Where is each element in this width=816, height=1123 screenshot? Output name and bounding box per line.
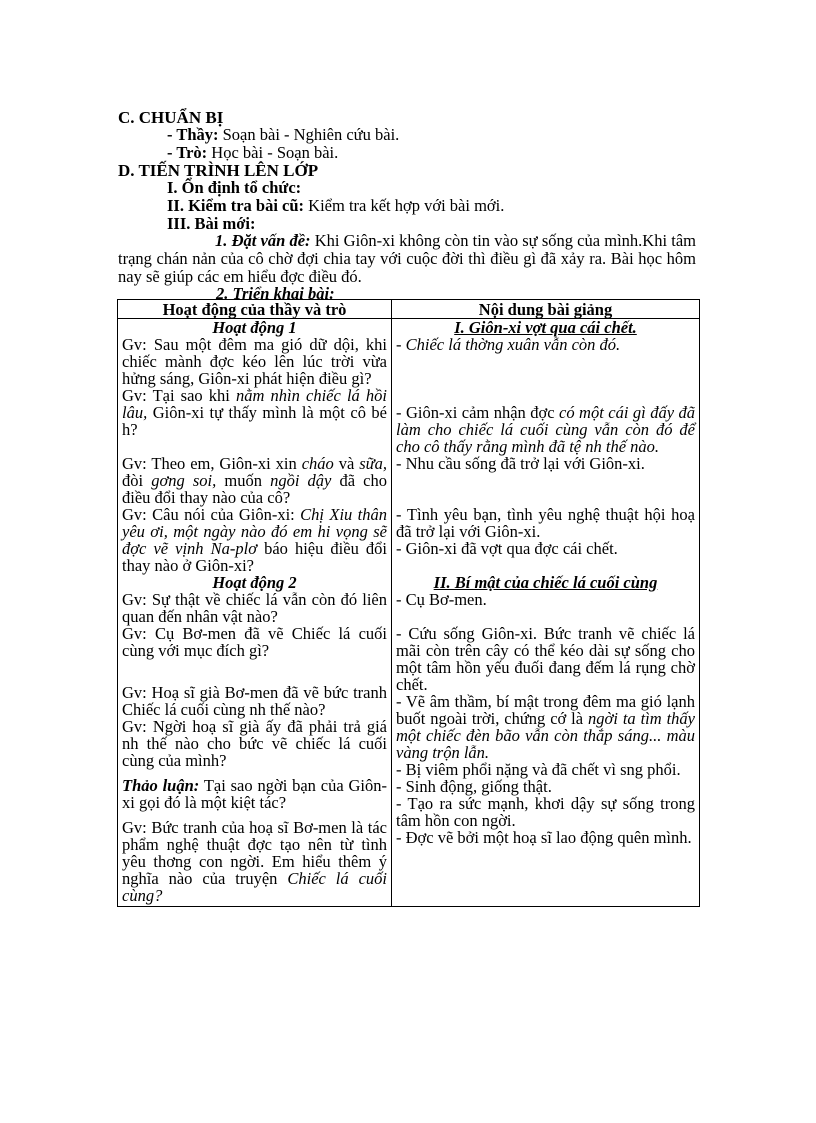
section-2-heading: II. Bí mật của chiếc lá cuối cùng [433,573,658,592]
a2-text: - Giôn-xi cảm nhận đợc [396,403,560,422]
answer-6: - Cứu sống Giôn-xi. Bức tranh vẽ chiếc lá mãi còn trên cây có thể kéo dài sự sống cho một tâm hồn yếu đuối đang đếm lá rụng chờ chết. [396,624,695,694]
question-9 [122,777,387,811]
q3-part-f: gơng soi, [151,471,217,490]
question-2 [122,387,387,438]
question-7: Gv: Hoạ sĩ già Bơ-men đã vẽ bức tranh Chiếc lá cuối cùng nh thế nào? [122,683,387,719]
deploy-heading: 2. Triển khai bài: [216,284,335,303]
answer-7 [396,693,695,761]
q3-part-i: đã cho điều đổi thay nào của cô? [122,471,387,507]
question-3 [122,455,387,506]
answer-4b: - Giôn-xi đã vợt qua đợc cái chết. [396,539,618,558]
step-3: III. Bài mới: [167,214,256,233]
section-1-heading: I. Giôn-xi vợt qua cái chết. [454,318,637,337]
content-column [392,319,700,907]
answer-9a: - Sinh động, giống thật. [396,777,552,796]
answer-9b: - Tạo ra sức mạnh, khơi dậy sự sống trong tâm hồn con ngời. [396,794,695,830]
teacher-label: - Thầy: [167,125,219,144]
answer-8: - Bị viêm phổi nặng và đã chết vì sng phổi. [396,760,681,779]
section-c-title: C. CHUẨN BỊ [118,108,224,127]
q3-part-g: muốn [216,471,271,490]
discussion-label: Thảo luận: [122,776,200,795]
activity-2-heading: Hoạt động 2 [212,573,297,592]
intro-text: Khi Giôn-xi không còn tin vào sự sống của mình.Khi tâm trạng chán nản của cô chờ đợi chia tay với cuộc đời thì điều gì đã xảy ra. Bài học hôm nay sẽ giúp các em hiểu đợc điều đó. [118,231,696,286]
table-body-row [118,319,700,907]
q2-end: Giôn-xi tự thấy mình là một cô bé h? [122,403,387,439]
answer-4a: - Tình yêu bạn, tình yêu nghệ thuật hội hoạ đã trở lại với Giôn-xi. [396,505,695,541]
section-d-title: D. TIẾN TRÌNH LÊN LỚP [118,161,319,180]
header-activities: Hoạt động của thầy và trò [118,300,392,319]
q2-italic: nằm nhìn chiếc lá hồi lâu, [122,386,387,422]
table-header-row [118,300,700,319]
intro-paragraph [118,232,696,286]
q10-text: Gv: Bức tranh của hoạ sĩ Bơ-men là tác phẩm nghệ thuật đợc tạo nên từ tình yêu thơng con ngời. Em hiểu thêm ý nghĩa nào của truyện [122,818,387,888]
q3-part-a: Gv: Theo em, Giôn-xi xin [122,454,302,473]
a7-italic: ngời ta tìm thấy một chiếc đèn bão vẫn còn thắp sáng... màu vàng trộn lẫn. [396,709,695,762]
q3-part-h: ngồi dậy [270,471,332,490]
q3-part-e: đòi [122,471,152,490]
intro-label: 1. Đặt vấn đề: [215,231,311,250]
q4-part-a: Gv: Câu nói của Giôn-xi: [122,505,301,524]
a2-italic: có một cái gì đấy đã làm cho chiếc lá cuối cùng vẫn còn đó để cho cô thấy rằng mình đã tệ nh thế nào. [396,403,695,456]
question-6: Gv: Cụ Bơ-men đã vẽ Chiếc lá cuối cùng với mục đích gì? [122,624,387,660]
q3-part-b: cháo [301,454,334,473]
q2-part: Gv: Tại sao khi [122,386,237,405]
question-10 [122,819,387,906]
question-8: Gv: Ngời hoạ sĩ già ấy đã phải trả giá nh thế nào cho bức vẽ chiếc lá cuối cùng của mình? [122,717,387,770]
teacher-text: Soạn bài - Nghiên cứu bài. [218,125,400,144]
header-content: Nội dung bài giảng [392,300,700,319]
q9-text: Tại sao ngời bạn của Giôn-xi gọi đó là một kiệt tác? [122,776,387,812]
a7-text: - Vẽ âm thầm, bí mật trong đêm ma gió lạnh buốt ngoài trời, chứng cớ là [396,692,695,728]
q4-part-c: báo hiệu điều đổi thay nào ở Giôn-xi? [122,539,387,575]
step-1: I. Ổn định tổ chức: [167,178,302,197]
answer-5: - Cụ Bơ-men. [396,590,487,609]
step-2 [167,196,504,215]
teacher-prep [167,125,399,144]
q10-title: Chiếc lá cuối cùng? [122,869,387,905]
q4-quote: Chị Xiu thân yêu ơi, một ngày nào đó em hi vọng sẽ đợc vẽ vịnh Na-plơ [122,505,387,558]
answer-1: - Chiếc lá thờng xuân vẫn còn đó. [396,335,621,354]
answer-3: - Nhu cầu sống đã trở lại với Giôn-xi. [396,454,645,473]
activities-column [118,319,392,907]
lesson-table [117,299,700,907]
question-4 [122,506,387,574]
step-2-label: II. Kiểm tra bài cũ: [167,196,305,215]
question-5: Gv: Sự thật về chiếc lá vẫn còn đó liên quan đến nhân vật nào? [122,590,387,626]
question-1: Gv: Sau một đêm ma gió dữ dội, khi chiếc mành đợc kéo lên lúc trời vừa hửng sáng, Giôn-xi phát hiện điều gì? [122,335,387,388]
answer-9c: - Đợc vẽ bởi một hoạ sĩ lao động quên mình. [396,828,692,847]
activity-1-heading: Hoạt động 1 [212,318,297,337]
student-label: - Trò: [167,143,208,162]
answer-2 [396,404,695,455]
step-2-text: Kiểm tra kết hợp với bài mới. [304,196,505,215]
student-prep [167,143,338,162]
q3-part-d: sữa, [359,454,387,473]
student-text: Học bài - Soạn bài. [207,143,339,162]
q3-part-c: và [333,454,360,473]
